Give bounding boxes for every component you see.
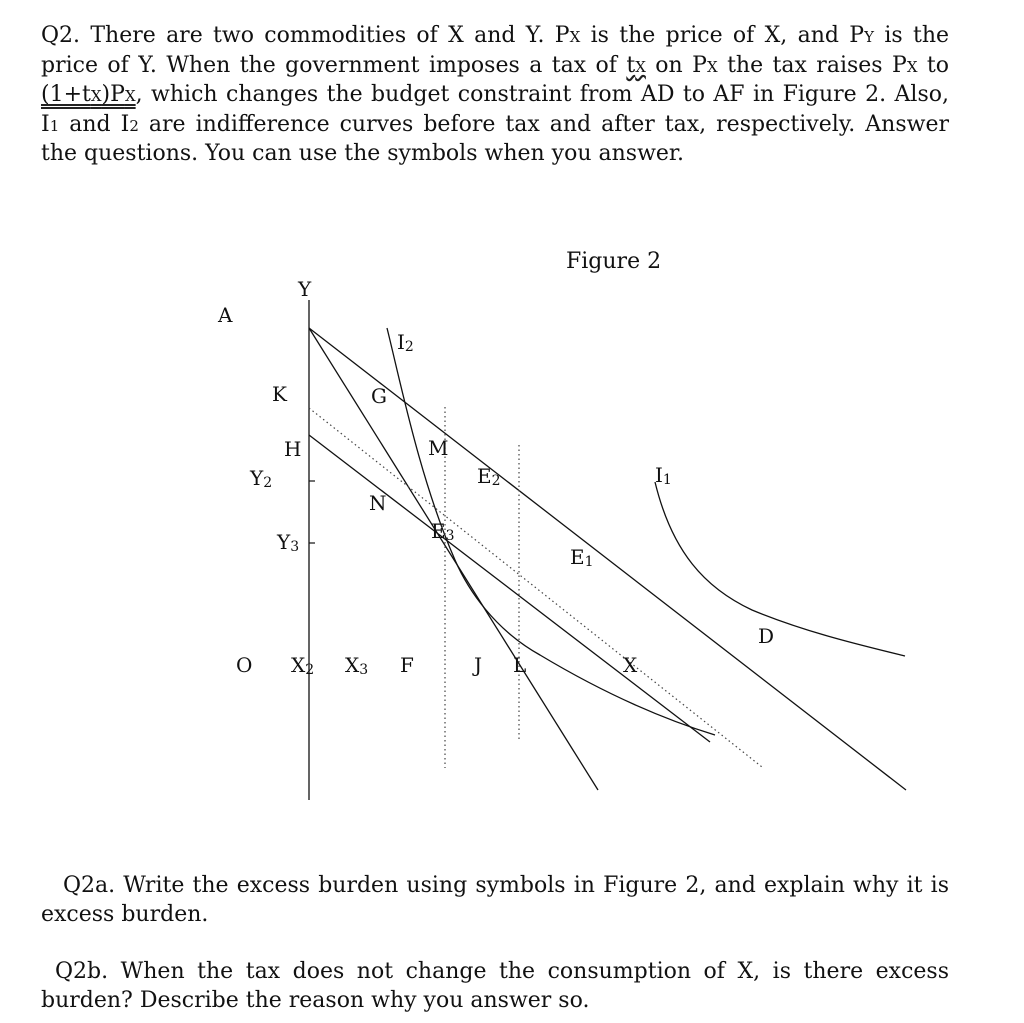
question-q2b: Q2b. When the tax does not change the consumption of X, is there excess burden? Describe the reason why you answer so. [41,959,949,1013]
dotted-line-K [309,408,762,767]
label-y3: Y3 [277,530,300,555]
label-e3: E3 [431,519,455,544]
label-h: H [284,437,302,461]
label-x2: X2 [291,653,315,678]
tax-formula: (1+tX)PX [41,82,136,107]
question-q2a: Q2a. Write the excess burden using symbols in Figure 2, and explain why it is excess burden. [41,873,949,927]
label-e1: E1 [570,545,594,570]
label-k: K [272,382,287,406]
question-q2: Q2. There are two commodities of X and Y. PX is the price of X, and PY is the price of Y. When the government imposes a tax of tX on PX the tax raises PX to (1+tX)PX, which changes the budget constraint from AD to AF in Figure 2. Also, I1 and I2 are indifference curves before tax and after tax, respectively. Answer the questions. You can use the symbols when you answer. [41,23,950,166]
label-d: D [758,624,775,648]
label-l: L [513,653,527,677]
tax-symbol: tX [626,52,646,78]
label-a: A [218,303,233,327]
label-x3: X3 [345,653,369,678]
budget-line-AF [309,328,598,790]
label-i2: I2 [397,330,414,355]
label-e2: E2 [477,464,501,489]
label-f: F [400,653,414,677]
indifference-curve-i1 [655,482,905,656]
figure-caption: Figure 2 [566,249,662,274]
label-x: X [623,653,638,677]
budget-line-HJ [309,435,710,742]
label-i1: I1 [655,463,672,488]
label-n: N [369,491,387,515]
label-g: G [371,384,387,408]
label-j: J [474,653,483,677]
label-m: M [428,436,449,460]
label-origin: O [236,653,253,677]
label-y: Y [298,277,312,301]
label-y2: Y2 [250,466,273,491]
budget-line-AD [309,328,906,790]
